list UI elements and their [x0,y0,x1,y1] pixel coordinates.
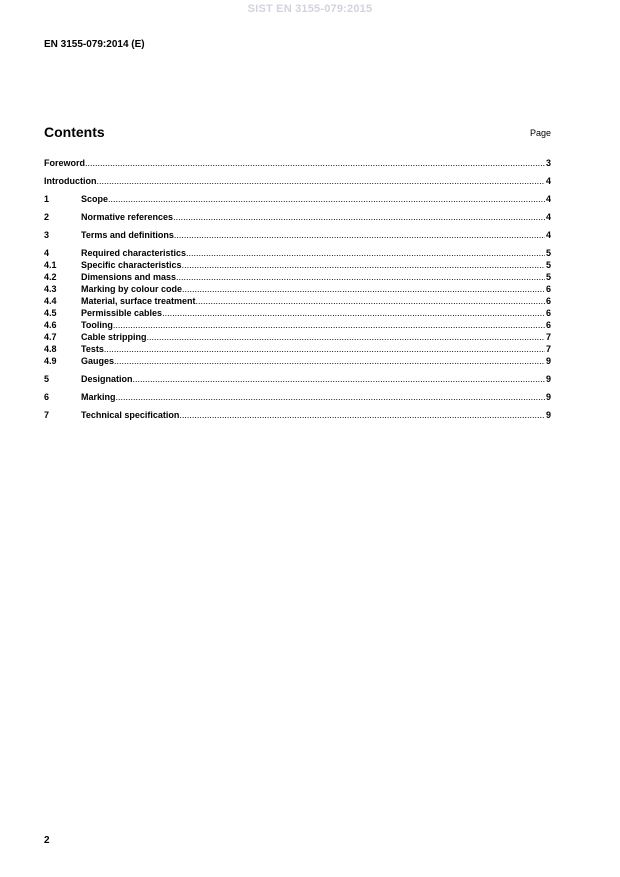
toc-entry-title: Gauges [81,356,115,366]
toc-dot-leader [114,355,545,367]
toc-entry[interactable] [44,175,551,187]
toc-entry-page: 4 [545,194,551,204]
toc-entry-title: Foreword [44,158,86,168]
toc-entry[interactable] [44,271,551,283]
toc-entry-page: 9 [545,374,551,384]
toc-entry-number: 7 [44,410,50,420]
toc-entry-number: 6 [44,392,50,402]
toc-entry[interactable] [44,343,551,355]
toc-entry-page: 4 [545,212,551,222]
toc-entry[interactable] [44,319,551,331]
toc-entry-page: 5 [545,272,551,282]
toc-dot-leader [182,283,545,295]
toc-entry-number: 4.7 [44,332,57,342]
toc-entry[interactable] [44,283,551,295]
toc-dot-leader [108,193,545,205]
toc-entry-number: 4.2 [44,272,57,282]
toc-entry[interactable] [44,355,551,367]
toc-entry-title: Tests [81,344,104,354]
toc-entry-title: Permissible cables [81,308,163,318]
toc-dot-leader [97,175,545,187]
toc-entry-number: 4.5 [44,308,57,318]
toc-dot-leader [133,373,545,385]
toc-dot-leader [173,211,545,223]
toc-entry-title: Dimensions and mass [81,272,177,282]
toc-dot-leader [104,343,545,355]
watermark: SIST EN 3155-079:2015 [247,3,373,15]
toc-entry-page: 9 [545,410,551,420]
toc-dot-leader [85,157,545,169]
toc-dot-leader [179,409,545,421]
toc-entry-page: 3 [545,158,551,168]
toc-entry-title: Cable stripping [81,332,147,342]
toc-entry-page: 6 [545,284,551,294]
toc-dot-leader [186,247,545,259]
toc-entry-number: 2 [44,212,50,222]
toc-entry[interactable] [44,307,551,319]
toc-dot-leader [182,259,545,271]
toc-entry-page: 5 [545,248,551,258]
toc-entry-page: 7 [545,344,551,354]
toc-entry-number: 4.6 [44,320,57,330]
toc-dot-leader [162,307,545,319]
toc-entry[interactable] [44,193,551,205]
contents-heading: Contents [44,124,105,140]
toc-dot-leader [116,391,545,403]
toc-entry-number: 4.9 [44,356,57,366]
page-number: 2 [44,835,50,846]
toc-entry-title: Material, surface treatment [81,296,196,306]
toc-entry[interactable] [44,157,551,169]
toc-entry[interactable] [44,211,551,223]
toc-entry[interactable] [44,247,551,259]
toc-entry-page: 6 [545,320,551,330]
toc-entry-title: Designation [81,374,133,384]
toc-entry-number: 1 [44,194,50,204]
toc-entry-page: 6 [545,296,551,306]
toc-entry-number: 3 [44,230,50,240]
toc-entry-title: Specific characteristics [81,260,182,270]
toc-entry[interactable] [44,259,551,271]
toc-entry[interactable] [44,295,551,307]
toc-entry-number: 5 [44,374,50,384]
toc-dot-leader [147,331,545,343]
toc-entry-page: 4 [545,176,551,186]
toc-entry[interactable] [44,331,551,343]
toc-entry-title: Introduction [44,176,97,186]
toc-entry-title: Normative references [81,212,174,222]
toc-entry-number: 4.4 [44,296,57,306]
page-column-label: Page [529,128,551,138]
toc-entry-title: Marking [81,392,116,402]
toc-entry-title: Marking by colour code [81,284,183,294]
toc-entry-number: 4.8 [44,344,57,354]
toc-entry[interactable] [44,409,551,421]
toc-dot-leader [176,271,545,283]
toc-entry-title: Scope [81,194,109,204]
toc-entry-number: 4 [44,248,50,258]
toc-entry-page: 5 [545,260,551,270]
toc-entry-page: 9 [545,356,551,366]
toc-entry[interactable] [44,391,551,403]
toc-entry-number: 4.3 [44,284,57,294]
toc-entry-page: 4 [545,230,551,240]
toc-entry-page: 6 [545,308,551,318]
toc-entry-title: Technical specification [81,410,180,420]
toc-entry-title: Required characteristics [81,248,187,258]
toc-entry-title: Tooling [81,320,113,330]
table-of-contents [44,157,551,421]
toc-dot-leader [196,295,545,307]
toc-entry-page: 7 [545,332,551,342]
toc-dot-leader [113,319,545,331]
toc-entry-page: 9 [545,392,551,402]
toc-entry[interactable] [44,373,551,385]
toc-entry-number: 4.1 [44,260,57,270]
document-id: EN 3155-079:2014 (E) [44,39,145,50]
toc-dot-leader [174,229,545,241]
toc-entry-title: Terms and definitions [81,230,174,240]
toc-entry[interactable] [44,229,551,241]
